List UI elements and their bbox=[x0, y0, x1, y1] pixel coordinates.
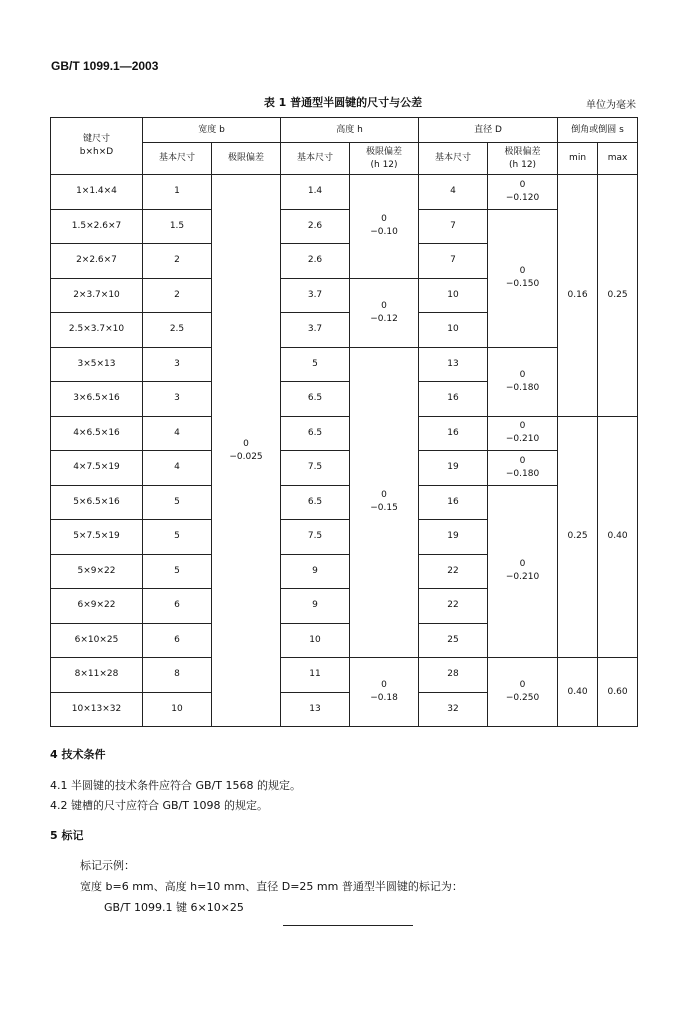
tolerance-upper: 0 bbox=[519, 680, 526, 690]
height-basic-cell: 7.5 bbox=[281, 451, 350, 486]
width-basic-cell: 2 bbox=[143, 278, 212, 313]
key-size-cell: 3×5×13 bbox=[51, 347, 143, 382]
table-row bbox=[51, 416, 638, 451]
chamfer-min-cell: 0.16 bbox=[558, 175, 598, 417]
width-basic-cell: 4 bbox=[143, 451, 212, 486]
header-min: min bbox=[558, 143, 598, 175]
header-b-limit: 极限偏差 bbox=[212, 143, 281, 175]
chamfer-max-cell: 0.60 bbox=[598, 658, 638, 727]
diameter-tolerance-cell bbox=[488, 175, 558, 210]
table-row bbox=[51, 485, 638, 520]
tolerance-upper: 0 bbox=[519, 421, 526, 432]
diameter-basic-cell: 22 bbox=[419, 554, 488, 589]
width-basic-cell: 6 bbox=[143, 623, 212, 658]
key-size-cell: 5×9×22 bbox=[51, 554, 143, 589]
example-label: 标记示例： bbox=[80, 859, 135, 872]
tolerance-upper: 0 bbox=[381, 680, 387, 690]
width-basic-cell: 3 bbox=[143, 347, 212, 382]
key-size-cell: 2.5×3.7×10 bbox=[51, 313, 143, 348]
diameter-basic-cell: 19 bbox=[419, 451, 488, 486]
key-size-cell: 10×13×32 bbox=[51, 692, 143, 727]
width-basic-cell: 3 bbox=[143, 382, 212, 417]
width-basic-cell: 5 bbox=[143, 520, 212, 555]
height-basic-cell: 2.6 bbox=[281, 244, 350, 279]
example-text: 宽度 b=6 mm、高度 h=10 mm、直径 D=25 mm 普通型半圆键的标记为： bbox=[80, 880, 463, 893]
table-row bbox=[51, 175, 638, 210]
diameter-tolerance-cell bbox=[488, 416, 558, 451]
diameter-basic-cell: 7 bbox=[419, 244, 488, 279]
height-basic-cell: 9 bbox=[281, 589, 350, 624]
diameter-basic-cell: 22 bbox=[419, 589, 488, 624]
table-row bbox=[51, 209, 638, 244]
width-basic-cell: 2.5 bbox=[143, 313, 212, 348]
header-d-basic: 基本尺寸 bbox=[419, 143, 488, 175]
section-4-title: 4 技术条件 bbox=[50, 748, 106, 761]
tolerance-upper: 0 bbox=[381, 300, 387, 311]
height-basic-cell: 2.6 bbox=[281, 209, 350, 244]
key-size-cell: 8×11×28 bbox=[51, 658, 143, 693]
example-mark: GB/T 1099.1 键 6×10×25 bbox=[104, 901, 244, 914]
height-tolerance-cell bbox=[350, 175, 419, 279]
diameter-tolerance-cell bbox=[488, 451, 558, 486]
diameter-basic-cell: 16 bbox=[419, 485, 488, 520]
tolerance-lower: −0.210 bbox=[505, 572, 540, 583]
width-basic-cell: 5 bbox=[143, 485, 212, 520]
tolerance-upper: 0 bbox=[519, 455, 526, 466]
key-size-cell: 1.5×2.6×7 bbox=[51, 209, 143, 244]
chamfer-max-cell: 0.25 bbox=[598, 175, 638, 417]
header-d-limit: 极限偏差 (h 12) bbox=[488, 143, 558, 175]
height-tolerance-cell bbox=[350, 278, 419, 347]
table-title: 表 1 普通型半圆键的尺寸与公差 bbox=[263, 96, 423, 109]
height-basic-cell: 3.7 bbox=[281, 278, 350, 313]
diameter-basic-cell: 7 bbox=[419, 209, 488, 244]
diameter-tolerance-cell bbox=[488, 658, 558, 727]
header-diameter: 直径 D bbox=[419, 118, 558, 143]
height-basic-cell: 3.7 bbox=[281, 313, 350, 348]
header-max: max bbox=[598, 143, 638, 175]
height-basic-cell: 9 bbox=[281, 554, 350, 589]
tolerance-lower: −0.10 bbox=[370, 227, 398, 238]
key-size-cell: 2×2.6×7 bbox=[51, 244, 143, 279]
height-basic-cell: 6.5 bbox=[281, 485, 350, 520]
diameter-basic-cell: 10 bbox=[419, 313, 488, 348]
tolerance-lower: −0.250 bbox=[505, 693, 540, 703]
width-basic-cell: 2 bbox=[143, 244, 212, 279]
width-basic-cell: 8 bbox=[143, 658, 212, 693]
tolerance-upper: 0 bbox=[519, 559, 526, 570]
header-chamfer: 倒角或倒圆 s bbox=[558, 118, 638, 143]
tolerance-lower: −0.150 bbox=[505, 279, 540, 289]
key-size-cell: 6×10×25 bbox=[51, 623, 143, 658]
key-size-cell: 1×1.4×4 bbox=[51, 175, 143, 210]
table-row bbox=[51, 658, 638, 693]
header-height: 高度 h bbox=[281, 118, 419, 143]
diameter-tolerance-cell bbox=[488, 347, 558, 416]
key-size-cell: 5×6.5×16 bbox=[51, 485, 143, 520]
width-basic-cell: 10 bbox=[143, 692, 212, 727]
header-b-basic: 基本尺寸 bbox=[143, 143, 212, 175]
table-row bbox=[51, 347, 638, 382]
diameter-basic-cell: 16 bbox=[419, 416, 488, 451]
header-width: 宽度 b bbox=[143, 118, 281, 143]
height-basic-cell: 10 bbox=[281, 623, 350, 658]
chamfer-min-cell: 0.25 bbox=[558, 416, 598, 658]
height-tolerance-cell bbox=[350, 658, 419, 727]
chamfer-max-cell: 0.40 bbox=[598, 416, 638, 658]
clause-4-2: 4.2 键槽的尺寸应符合 GB/T 1098 的规定。 bbox=[50, 799, 268, 812]
width-tolerance-cell bbox=[212, 175, 281, 727]
tolerance-upper: 0 bbox=[519, 369, 526, 380]
diameter-basic-cell: 25 bbox=[419, 623, 488, 658]
clause-4-1: 4.1 半圆键的技术条件应符合 GB/T 1568 的规定。 bbox=[50, 779, 301, 792]
height-basic-cell: 6.5 bbox=[281, 382, 350, 417]
end-rule bbox=[283, 925, 413, 926]
diameter-basic-cell: 13 bbox=[419, 347, 488, 382]
tolerance-upper: 0 bbox=[519, 179, 526, 190]
tolerance-lower: −0.120 bbox=[505, 192, 540, 203]
tolerance-upper: 0 bbox=[381, 214, 387, 225]
diameter-basic-cell: 16 bbox=[419, 382, 488, 417]
key-size-cell: 6×9×22 bbox=[51, 589, 143, 624]
header-h-basic: 基本尺寸 bbox=[281, 143, 350, 175]
key-size-cell: 4×7.5×19 bbox=[51, 451, 143, 486]
tolerance-lower: −0.210 bbox=[505, 434, 540, 445]
diameter-basic-cell: 32 bbox=[419, 692, 488, 727]
width-basic-cell: 5 bbox=[143, 554, 212, 589]
diameter-basic-cell: 28 bbox=[419, 658, 488, 693]
tolerance-lower: −0.025 bbox=[229, 451, 263, 462]
height-basic-cell: 13 bbox=[281, 692, 350, 727]
diameter-basic-cell: 4 bbox=[419, 175, 488, 210]
key-size-cell: 5×7.5×19 bbox=[51, 520, 143, 555]
key-size-cell: 4×6.5×16 bbox=[51, 416, 143, 451]
dimensions-table bbox=[50, 117, 638, 727]
width-basic-cell: 4 bbox=[143, 416, 212, 451]
height-basic-cell: 1.4 bbox=[281, 175, 350, 210]
header-key-size: 键尺寸 b×h×D bbox=[51, 118, 143, 175]
tolerance-lower: −0.180 bbox=[505, 382, 540, 393]
header-h-limit: 极限偏差 (h 12) bbox=[350, 143, 419, 175]
standard-number: GB/T 1099.1—2003 bbox=[51, 59, 159, 73]
height-basic-cell: 6.5 bbox=[281, 416, 350, 451]
tolerance-lower: −0.12 bbox=[370, 313, 398, 324]
tolerance-upper: 0 bbox=[381, 490, 387, 501]
tolerance-upper: 0 bbox=[243, 438, 249, 449]
width-basic-cell: 6 bbox=[143, 589, 212, 624]
tolerance-lower: −0.180 bbox=[505, 468, 540, 479]
diameter-basic-cell: 19 bbox=[419, 520, 488, 555]
height-basic-cell: 5 bbox=[281, 347, 350, 382]
height-tolerance-cell bbox=[350, 347, 419, 658]
width-basic-cell: 1.5 bbox=[143, 209, 212, 244]
tolerance-lower: −0.15 bbox=[370, 503, 398, 514]
table-unit: 单位为毫米 bbox=[586, 100, 636, 111]
diameter-tolerance-cell bbox=[488, 485, 558, 658]
key-size-cell: 3×6.5×16 bbox=[51, 382, 143, 417]
chamfer-min-cell: 0.40 bbox=[558, 658, 598, 727]
tolerance-lower: −0.18 bbox=[370, 693, 398, 703]
height-basic-cell: 11 bbox=[281, 658, 350, 693]
diameter-tolerance-cell bbox=[488, 209, 558, 347]
diameter-basic-cell: 10 bbox=[419, 278, 488, 313]
key-size-cell: 2×3.7×10 bbox=[51, 278, 143, 313]
width-basic-cell: 1 bbox=[143, 175, 212, 210]
tolerance-upper: 0 bbox=[519, 266, 526, 276]
table-row bbox=[51, 451, 638, 486]
height-basic-cell: 7.5 bbox=[281, 520, 350, 555]
section-5-title: 5 标记 bbox=[50, 829, 84, 842]
